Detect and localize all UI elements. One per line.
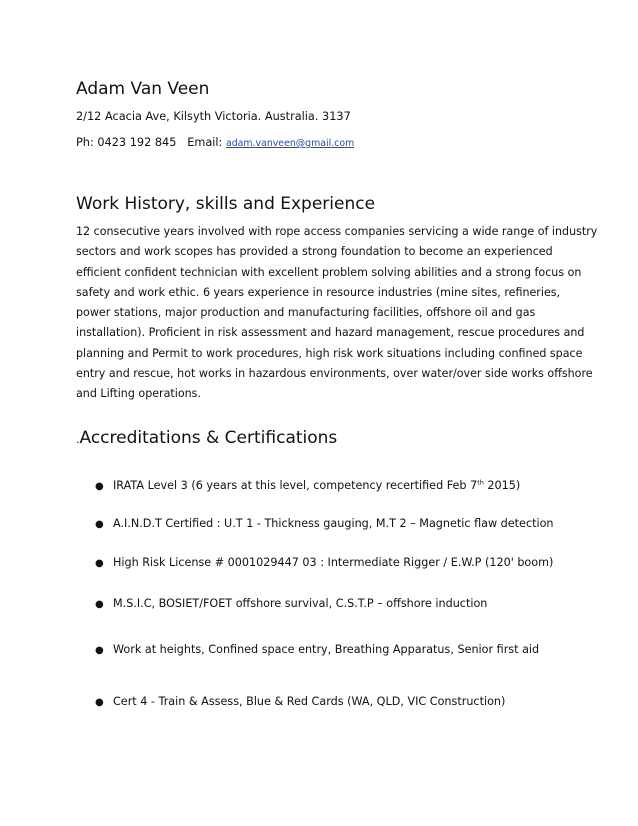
paragraph-line: planning and Permit to work procedures, high risk work situations including confined space xyxy=(76,346,583,360)
item-text: Work at heights, Confined space entry, Breathing Apparatus, Senior first aid xyxy=(113,643,540,656)
item-text: IRATA Level 3 (6 years at this level, competency recertified Feb 7 xyxy=(113,479,478,492)
candidate-name: Adam Van Veen xyxy=(76,79,210,99)
item-superscript: th xyxy=(477,478,484,487)
item-text: A.I.N.D.T Certified : U.T 1 - Thickness gauging, M.T 2 – Magnetic flaw detection xyxy=(113,517,554,530)
paragraph-line: entry and rescue, hot works in hazardous environments, over water/over side works offshore xyxy=(76,367,593,381)
work-history-heading: Work History, skills and Experience xyxy=(76,194,376,214)
list-item xyxy=(95,479,520,492)
item-text-end: 2015) xyxy=(483,479,521,492)
paragraph-line: power stations, major production and manufacturing facilities, offshore oil and gas xyxy=(76,306,536,320)
bullet-icon: ● xyxy=(95,481,104,492)
bullet-icon: ● xyxy=(95,599,104,610)
item-text: M.S.I.C, BOSIET/FOET offshore survival, C.S.T.P – offshore induction xyxy=(113,597,488,610)
item-text: High Risk License # 0001029447 03 : Intermediate Rigger / E.W.P (120' boom) xyxy=(113,556,554,569)
email-link[interactable]: adam.vanveen@gmail.com xyxy=(225,138,355,149)
list-item xyxy=(95,517,554,530)
list-item xyxy=(95,556,553,569)
bullet-icon: ● xyxy=(95,558,104,569)
list-item xyxy=(95,695,505,708)
paragraph-line: safety and work ethic. 6 years experience in resource industries (mine sites, refineries, xyxy=(76,285,561,299)
paragraph-line: installation). Proficient in risk assessment and hazard management, rescue procedures and xyxy=(76,326,585,340)
paragraph-line: 12 consecutive years involved with rope access companies servicing a wide range of industry xyxy=(76,225,598,238)
heading-prefix: . xyxy=(76,433,80,446)
bullet-icon: ● xyxy=(95,645,104,656)
address: 2/12 Acacia Ave, Kilsyth Victoria. Australia. 3137 xyxy=(76,110,351,123)
bullet-icon: ● xyxy=(95,519,104,530)
accreditations-title: Accreditations & Certifications xyxy=(79,428,338,448)
paragraph-line: and Lifting operations. xyxy=(76,387,201,401)
accreditations-heading xyxy=(76,428,337,448)
email-label: Email: xyxy=(187,136,223,149)
work-history-paragraph xyxy=(76,222,598,405)
bullet-icon: ● xyxy=(95,697,104,708)
item-text: Cert 4 - Train & Assess, Blue & Red Cards (WA, QLD, VIC Construction) xyxy=(113,695,506,708)
paragraph-line: sectors and work scopes has provided a strong foundation to become an experienced xyxy=(76,245,553,259)
phone: Ph: 0423 192 845 xyxy=(76,136,177,149)
contact-line xyxy=(76,136,354,149)
list-item xyxy=(95,643,539,656)
paragraph-line: efficient confident technician with excellent problem solving abilities and a strong focus on xyxy=(76,265,582,279)
list-item xyxy=(95,597,487,610)
